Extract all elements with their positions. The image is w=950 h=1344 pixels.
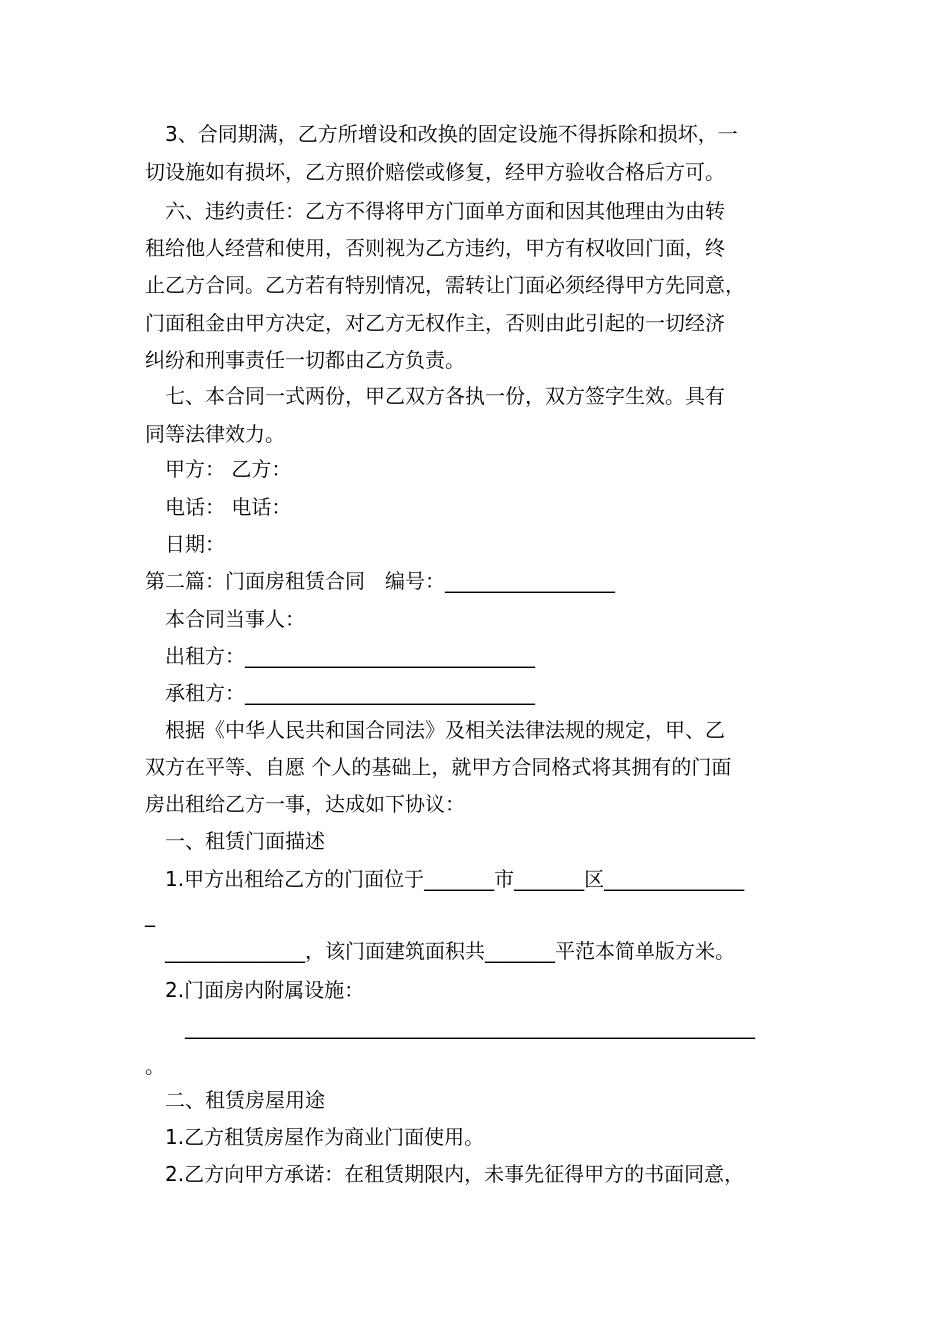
paragraph-line: 同等法律效力。	[145, 422, 285, 446]
lessee-line: 承租方：_____________________________	[165, 681, 535, 705]
signature-phone-line: 电话： 电话：	[165, 495, 292, 519]
paragraph-line: 七、本合同一式两份，甲乙双方各执一份，双方签字生效。具有	[165, 384, 725, 408]
paragraph-line: 3、合同期满，乙方所增设和改换的固定设施不得拆除和损坏，一	[165, 122, 738, 146]
paragraph-line: 切设施如有损坏，乙方照价赔偿或修复，经甲方验收合格后方可。	[145, 160, 725, 184]
heading-line: 二、租赁房屋用途	[165, 1088, 325, 1112]
signature-date-line: 日期：	[165, 532, 225, 556]
paragraph-line: 1.乙方租赁房屋作为商业门面使用。	[165, 1125, 485, 1149]
paragraph-line: 纠纷和刑事责任一切都由乙方负责。	[145, 348, 465, 372]
paragraph-line: 六、违约责任：乙方不得将甲方门面单方面和因其他理由为由转	[165, 199, 725, 223]
paragraph-line: ______________，该门面建筑面积共_______平范本简单版方米。	[165, 939, 735, 963]
paragraph-line: 双方在平等、自愿 个人的基础上，就甲方合同格式将其拥有的门面	[145, 755, 732, 779]
paragraph-line: 2.门面房内附属设施：	[165, 978, 365, 1002]
paragraph-line: 。	[145, 1054, 165, 1078]
paragraph-line: 2.乙方向甲方承诺：在租赁期限内，未事先征得甲方的书面同意，	[165, 1162, 745, 1186]
paragraph-line: 1.甲方出租给乙方的门面位于_______市_______区______________	[165, 867, 745, 891]
paragraph-line: 根据《中华人民共和国合同法》及相关法律法规的规定，甲、乙	[165, 718, 725, 742]
lessor-line: 出租方：_____________________________	[165, 644, 535, 668]
paragraph-line: 租给他人经营和使用，否则视为乙方违约，甲方有权收回门面，终	[145, 236, 725, 260]
paragraph-line: 止乙方合同。乙方若有特别情况，需转让门面必须经得甲方先同意，	[145, 273, 745, 297]
paragraph-line: 门面租金由甲方决定，对乙方无权作主，否则由此引起的一切经济	[145, 311, 725, 335]
heading-line: 一、租赁门面描述	[165, 829, 325, 853]
signature-party-line: 甲方： 乙方：	[165, 457, 292, 481]
paragraph-line: 本合同当事人：	[165, 607, 305, 631]
section-title-line: 第二篇：门面房租赁合同 编号：_________________	[145, 569, 615, 593]
paragraph-line: 房出租给乙方一事，达成如下协议：	[145, 792, 465, 816]
blank-fill-line: _________________________________________________________	[185, 1015, 755, 1039]
paragraph-line: _	[145, 903, 155, 927]
